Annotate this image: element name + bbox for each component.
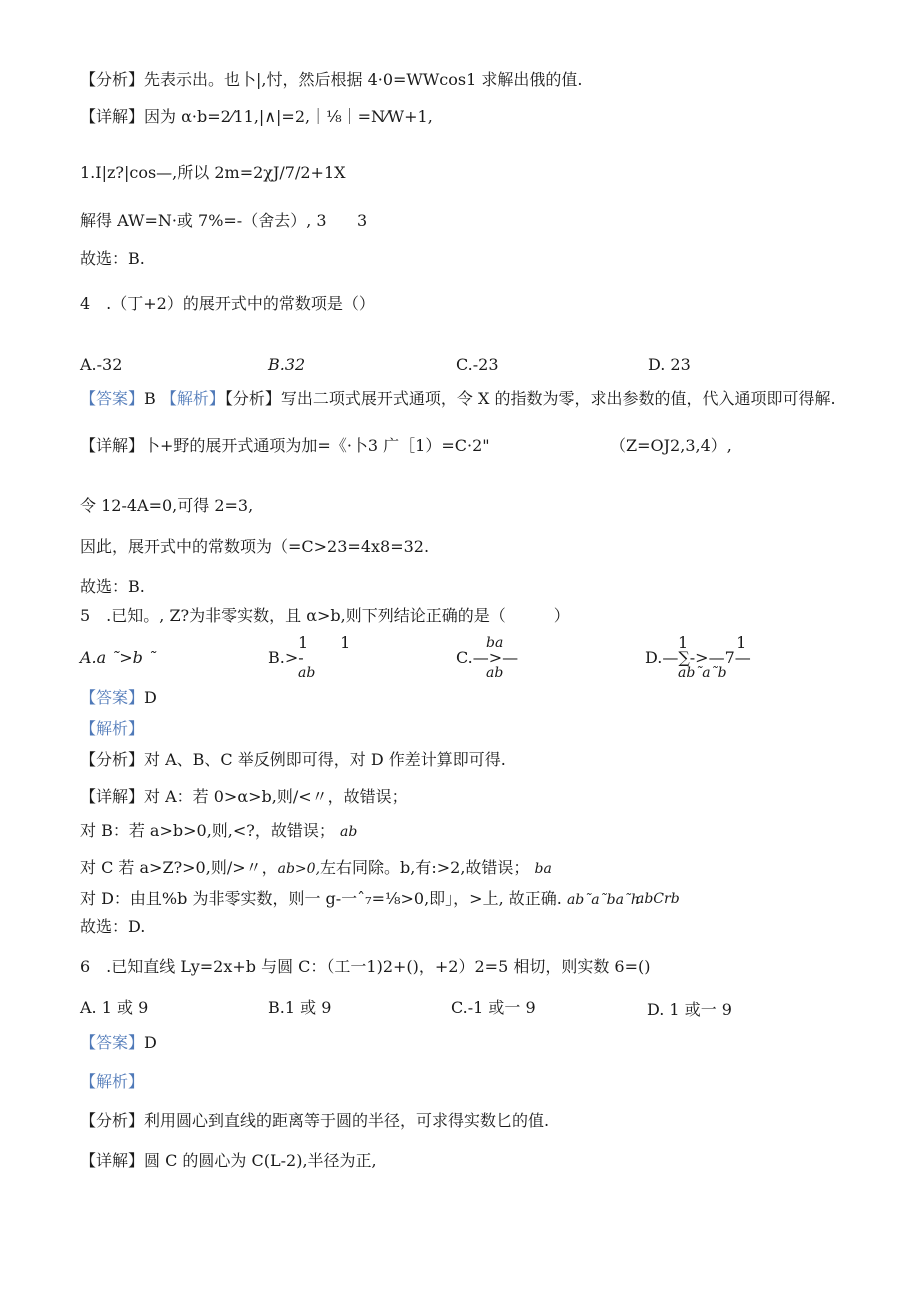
q6-answer <box>80 1033 157 1053</box>
question-4: 4 .（丁+2）的展开式中的常数项是（） <box>80 294 375 313</box>
q6-option-c: C.-1 或一 9 <box>451 998 536 1017</box>
q6-analysis-tag: 【解析】 <box>80 1072 145 1091</box>
detail-line-1: 【详解】因为 α·b=2⁄11,|∧|=2,｜⅛｜=N⁄W+1, <box>80 107 433 126</box>
q4-option-a: A.-32 <box>80 355 123 374</box>
q5-detail-3-text: 对 C 若 a>Z?>0,则/>〃， <box>80 858 278 877</box>
q5-detail-4-tail: abCrb <box>636 891 680 907</box>
analysis-text: 【分析】写出二项式展开式通项，令 X 的指数为零，求出参数的值，代入通项即可得解. <box>224 389 836 408</box>
q5-detail-4-denominators: ab˜a˜ba˜h <box>566 892 640 908</box>
q4-detail-1: 【详解】卜+野的展开式通项为加=《·卜3 广［1）=C·2" <box>80 436 490 455</box>
q5-detail-3 <box>80 858 552 879</box>
q5-analysis: 【分析】对 A、B、C 举反例即可得，对 D 作差计算即可得. <box>80 750 506 769</box>
q6-option-a: A. 1 或 9 <box>80 998 149 1017</box>
answer-tag: 【答案】 <box>80 688 145 707</box>
q5-detail-4 <box>80 889 640 910</box>
q5-option-c: C.—>— <box>456 648 519 667</box>
detail-line-2: 1.I|z?|cos—,所以 2m=2χJ/7/2+1X <box>80 163 346 182</box>
answer-value: D <box>144 688 157 707</box>
analysis-tag: 【解析】 <box>160 389 225 408</box>
detail-line-3: 解得 AW=N·或 7%=-（舍去）, 3 <box>80 211 327 230</box>
q5-detail-2-text: 对 B：若 a>b>0,则,<?，故错误； <box>80 821 335 840</box>
q5-option-a: A.a ˜>b ˜ <box>80 648 156 667</box>
q5-detail-2-denominator: ab <box>339 824 358 840</box>
q5-option-d-top: 1 1 <box>678 633 747 652</box>
answer-value: B <box>144 389 156 408</box>
answer-tag: 【答案】 <box>80 389 145 408</box>
q5-option-d: D.—∑->—7— <box>645 648 751 667</box>
q5-analysis-tag: 【解析】 <box>80 719 145 738</box>
q4-answer <box>80 389 836 409</box>
q5-answer <box>80 688 157 708</box>
q6-option-d: D. 1 或一 9 <box>647 1000 732 1019</box>
q6-analysis: 【分析】利用圆心到直线的距离等于圆的半径，可求得实数匕的值. <box>80 1111 550 1130</box>
q4-option-b: B.32 <box>268 355 306 374</box>
q4-detail-1-range: （Z=OJ2,3,4）, <box>610 436 732 455</box>
q5-choice: 故选：D. <box>80 917 146 936</box>
answer-tag: 【答案】 <box>80 1033 145 1052</box>
q5-detail-3-denominator: ba <box>534 861 552 877</box>
q5-detail-3-condition: ab>0, <box>277 861 321 877</box>
q6-detail-1: 【详解】圆 C 的圆心为 C(L-2),半径为正, <box>80 1151 377 1170</box>
q5-detail-3-rest: 左右同除。b,有:>2,故错误； <box>320 858 530 877</box>
question-5: 5 .已知。, Z?为非零实数，且 α>b,则下列结论正确的是（ ） <box>80 606 570 625</box>
q4-detail-4: 故选：B. <box>80 577 145 596</box>
choice-line: 故选：B. <box>80 249 145 268</box>
q4-option-c: C.-23 <box>456 355 499 374</box>
q5-detail-1: 【详解】对 A：若 0>α>b,则/<〃，故错误； <box>80 787 408 806</box>
q6-option-b: B.1 或 9 <box>268 998 332 1017</box>
q5-option-c-bottom: ab <box>486 665 504 681</box>
q5-option-b-top: 1 1 <box>298 633 351 652</box>
analysis-line-1: 【分析】先表示出。也卜|,忖，然后根据 4·0=WWcos1 求解出俄的值. <box>80 70 583 89</box>
detail-line-3-fraction: 3 <box>357 211 368 230</box>
q5-detail-2 <box>80 821 357 842</box>
question-6: 6 .已知直线 Ly=2x+b 与圆 C：（工一1)2+()，+2）2=5 相切，则实数 6=() <box>80 957 651 976</box>
q5-option-d-bottom: ab˜a˜b <box>678 665 727 681</box>
q5-option-b: B.>- <box>268 648 304 667</box>
q5-option-c-top: ba <box>486 635 504 651</box>
q5-detail-4-text: 对 D：由且%b 为非零实数，则一 g-一ˆ₇=⅛>0,即」，>上, 故正确. <box>80 889 562 908</box>
q4-option-d: D. 23 <box>648 355 691 374</box>
answer-value: D <box>144 1033 157 1052</box>
q4-detail-2: 令 12-4A=0,可得 2=3, <box>80 496 254 515</box>
q5-option-b-bottom: ab <box>298 665 316 681</box>
q4-detail-3: 因此，展开式中的常数项为（=C>23=4x8=32. <box>80 537 430 556</box>
